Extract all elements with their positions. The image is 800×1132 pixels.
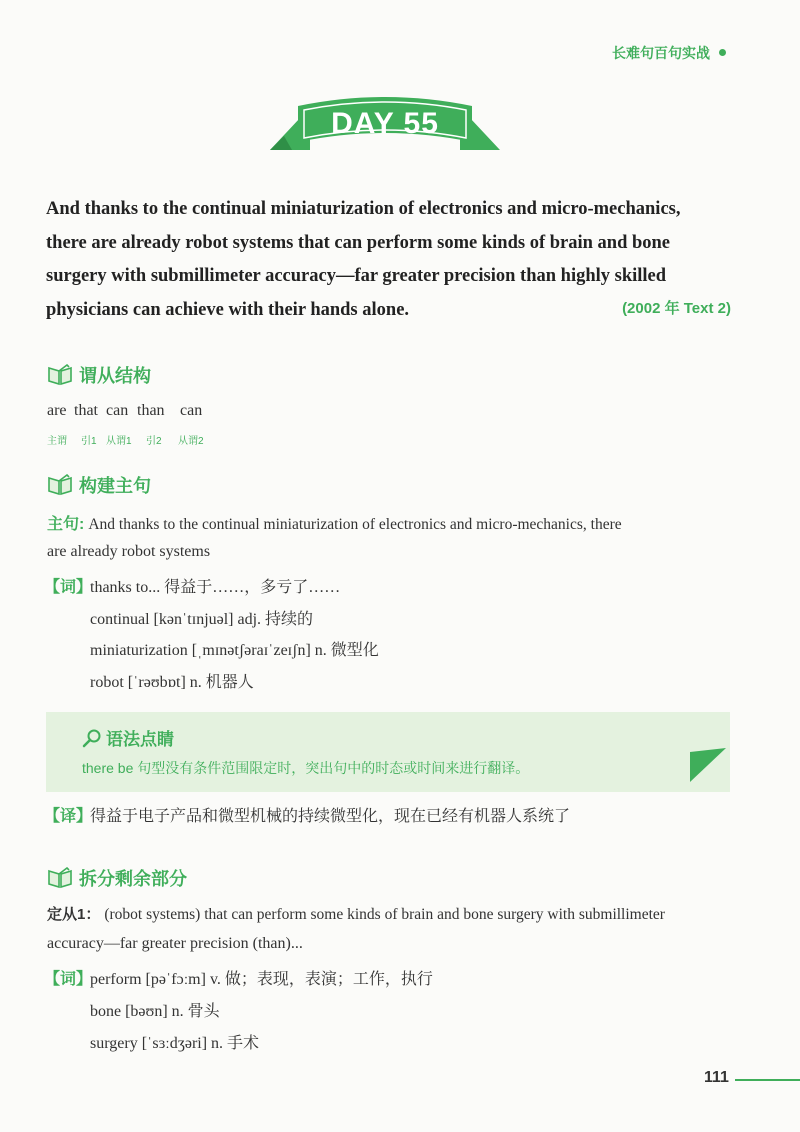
sentence-line: physicians can achieve with their hands alone. [46, 299, 410, 320]
main-clause-text: And thanks to the continual miniaturization of electronics and micro-mechanics, there [88, 516, 622, 533]
predicate-label: 主谓 [47, 436, 67, 447]
sentence-block [46, 193, 731, 327]
section-title: 拆分剩余部分 [79, 869, 187, 889]
vocab-item: miniaturization [ˌmɪnətʃəraɪˈzeɪʃn] n. 微型化 [90, 642, 379, 659]
predicate-label: 从谓1 [106, 436, 132, 447]
book-icon [47, 867, 73, 889]
section-title: 谓从结构 [79, 366, 151, 386]
predicate-word: can [106, 402, 129, 419]
grammar-heading [82, 725, 174, 750]
sentence-line: And thanks to the continual miniaturization of electronics and micro-mechanics, [46, 199, 681, 219]
clause-line [47, 903, 747, 924]
predicate-word: are [47, 402, 67, 419]
book-icon [47, 364, 73, 386]
clause-label: 定从1： [47, 906, 101, 923]
vocab-item: robot [ˈrəʊbɒt] n. 机器人 [90, 674, 254, 691]
main-clause-label: 主句: [47, 516, 85, 533]
day-label: DAY 55 [331, 107, 439, 140]
vocab-tag: 【词】 [44, 579, 93, 596]
predicate-word: than [137, 402, 165, 419]
section-heading-structure [47, 362, 151, 388]
vocab-item: thanks to... 得益于……，多亏了…… [90, 579, 341, 596]
main-clause-line-2: are already robot systems [47, 543, 211, 560]
sentence-line: surgery with submillimeter accuracy—far greater precision than highly skilled [46, 266, 667, 286]
predicate-label: 引2 [146, 436, 162, 447]
header-dot-icon [719, 49, 726, 56]
translation-text: 得益于电子产品和微型机械的持续微型化，现在已经有机器人系统了 [90, 808, 571, 825]
vocab-item: surgery [ˈsɜːdʒəri] n. 手术 [90, 1035, 260, 1052]
running-header-title: 长难句百句实战 [612, 45, 710, 61]
clause-line-2: accuracy—far greater precision (than)... [47, 935, 303, 952]
sentence-line: there are already robot systems that can perform some kinds of brain and bone [46, 232, 671, 253]
day-banner [270, 92, 500, 158]
predicate-label: 引1 [81, 436, 97, 447]
section-title: 构建主句 [79, 476, 151, 496]
predicate-word: can [180, 402, 203, 419]
section-heading-main-clause [47, 472, 151, 498]
section-heading-remaining [47, 865, 187, 891]
corner-fold-icon [688, 748, 728, 784]
clause-text: (robot systems) that can perform some kinds of brain and bone surgery with submillimeter [104, 906, 665, 923]
grammar-tip-box [46, 712, 730, 792]
sentence-source: (2002 年 Text 2) [622, 299, 731, 317]
book-icon [47, 474, 73, 496]
footer-rule [735, 1079, 800, 1081]
vocab-item: perform [pəˈfɔːm] v. 做；表现，表演；工作，执行 [90, 971, 433, 988]
vocab-item: bone [bəʊn] n. 骨头 [90, 1003, 220, 1020]
grammar-tip-text: there be 句型没有条件范围限定时，突出句中的时态或时间来进行翻译。 [82, 760, 530, 776]
main-clause-line [47, 511, 737, 534]
magnifier-icon [82, 728, 102, 748]
page-number: 111 [704, 1069, 729, 1086]
predicate-word: that [74, 402, 98, 419]
predicate-label: 从谓2 [178, 436, 204, 447]
translation-tag: 【译】 [44, 808, 93, 825]
grammar-title: 语法点睛 [106, 730, 174, 749]
vocab-tag: 【词】 [44, 971, 93, 988]
vocab-item: continual [kənˈtɪnjuəl] adj. 持续的 [90, 611, 314, 628]
